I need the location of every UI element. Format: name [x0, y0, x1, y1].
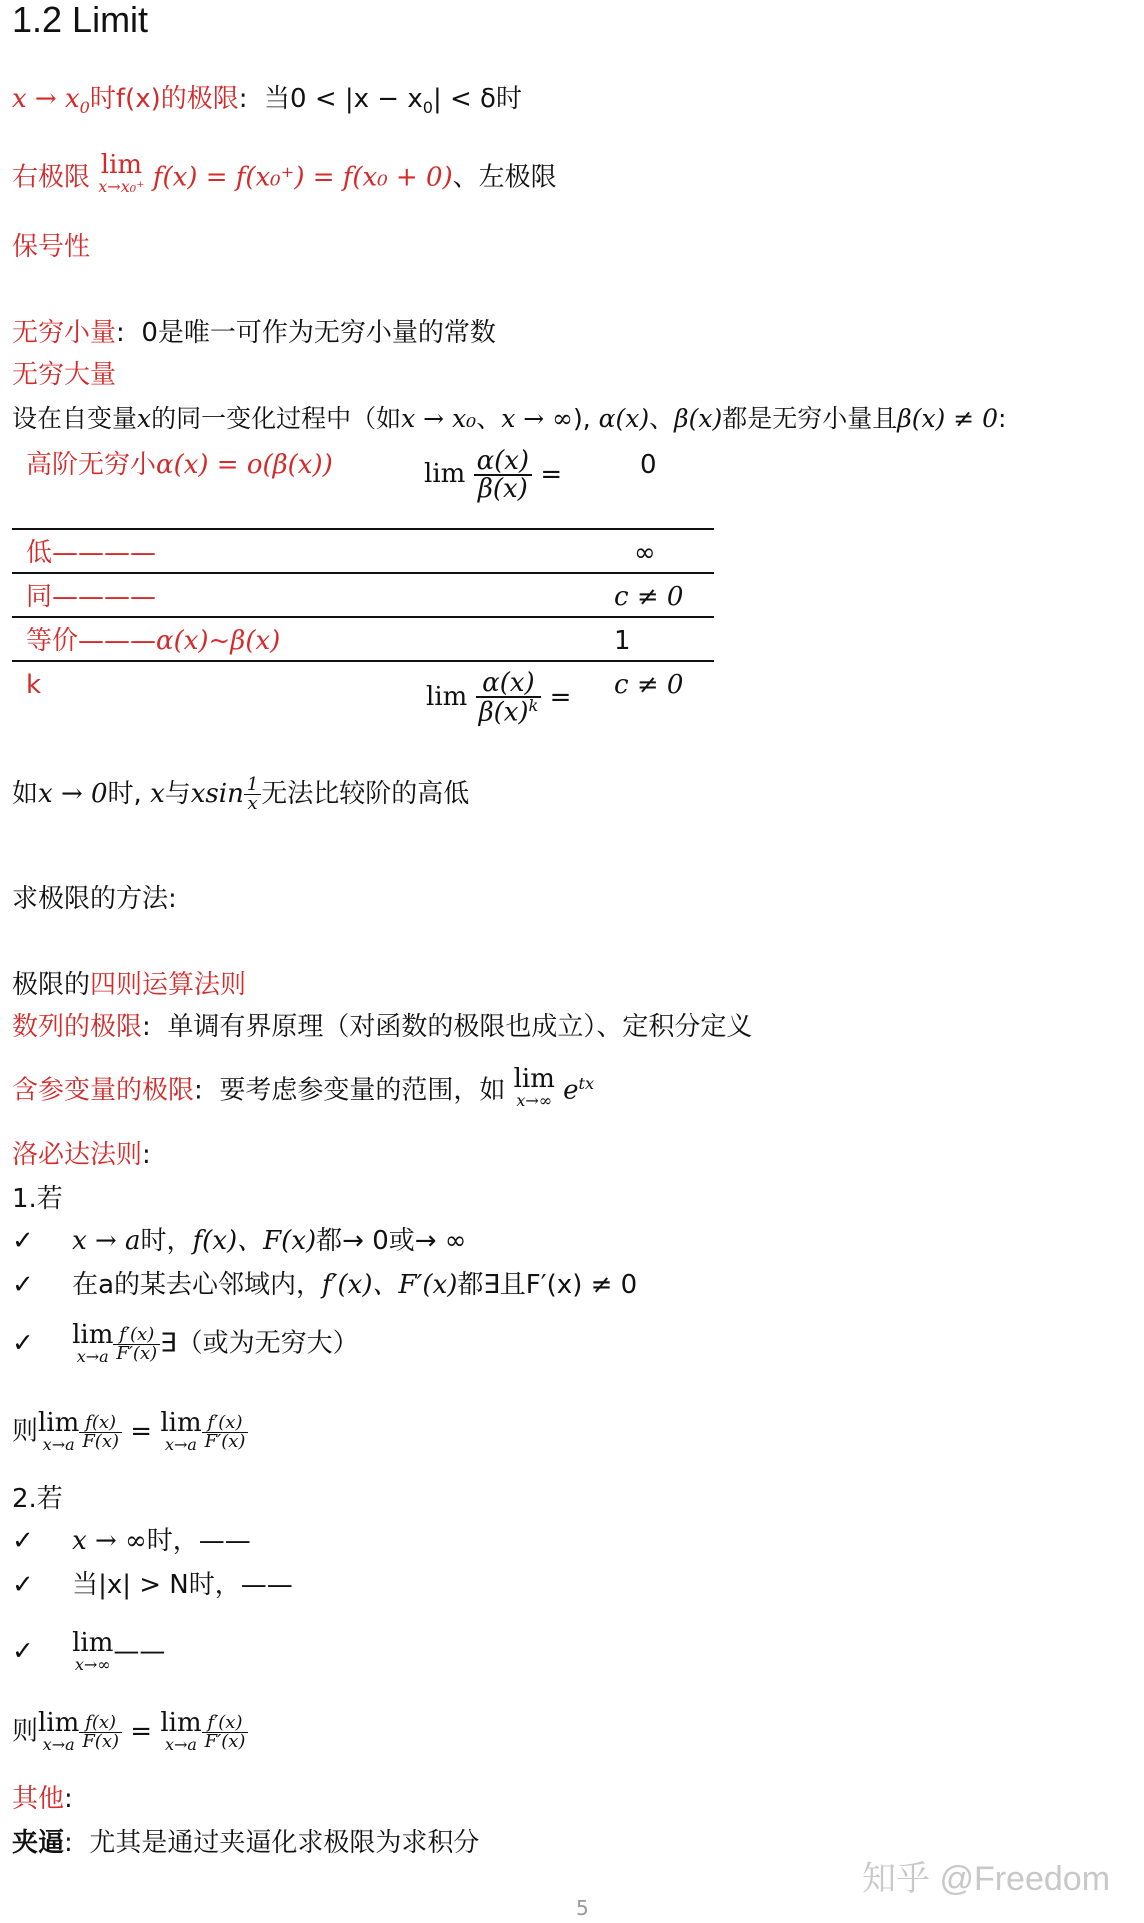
- check-icon: ✓: [12, 1636, 34, 1667]
- ratio-fraction: $\frac{\alpha(x)}{\beta(x)}$: [474, 448, 533, 502]
- setup-post2: 都是无穷小量且: [722, 404, 898, 433]
- case1-item-3: ✓ lim x→a $\frac{f'(x)}{F'(x)}$ ∃（或为无穷大）: [12, 1320, 359, 1367]
- setup-sep2: 、: [649, 404, 675, 433]
- one-sided-suffix: 、左极限: [452, 162, 557, 193]
- setup-sep: 、: [476, 404, 502, 433]
- counter-example: 如x → 0时, x与xsin $\frac{1}{x}$ 无法比较阶的高低: [12, 774, 470, 814]
- section-title: 1.2 Limit: [12, 0, 149, 40]
- table-rule-2: [12, 572, 714, 574]
- one-over-x-fraction: $\frac{1}{x}$: [244, 776, 261, 813]
- setup-mid: 的同一变化过程中（如: [151, 404, 402, 433]
- table-row-label-3: 等价———α(x)~β(x): [26, 626, 281, 656]
- one-sided-lim: lim x→x₀⁺: [98, 150, 145, 197]
- lim-ratio-k: lim $\frac{\alpha(x)}{\beta(x)^k}$ =: [426, 668, 572, 728]
- case2-item-1: ✓ x → ∞时，——: [12, 1526, 251, 1556]
- case2-item-2: ✓ 当|x| > N时，——: [12, 1570, 293, 1600]
- page-number: 5: [576, 1896, 589, 1920]
- table-row-value-2: c ≠ 0: [614, 582, 684, 612]
- case1-item-2: ✓ 在a的某去心邻域内，f′(x)、F′(x)都∃且F′(x) ≠ 0: [12, 1270, 638, 1300]
- table-rule-4: [12, 660, 714, 662]
- one-sided-label: 右极限: [12, 162, 91, 193]
- check-icon: ✓: [12, 1328, 34, 1359]
- check-icon: ✓: [12, 1226, 34, 1256]
- squeeze-line: 夹逼: 尤其是通过夹逼化求极限为求积分: [12, 1828, 480, 1858]
- limit-def-cond-sub: 0: [422, 98, 433, 118]
- lhopital-heading: 洛必达法则:: [12, 1140, 151, 1170]
- lim-ratio: lim $\frac{\alpha(x)}{\beta(x)}$ =: [424, 446, 563, 504]
- case2-item-3: ✓ lim x→∞ ——: [12, 1628, 166, 1675]
- case1-item-1: ✓ x → a时，f(x)、F(x)都→ 0或→ ∞: [12, 1226, 467, 1256]
- sign-preserving: 保号性: [12, 232, 91, 262]
- infinitesimal-label: 无穷小量: [12, 318, 117, 348]
- table-rule-1: [12, 528, 714, 530]
- table-row-label-0: 高阶无穷小α(x) = o(β(x)): [26, 450, 333, 480]
- check-icon: ✓: [12, 1270, 34, 1300]
- table-row-value-0: 0: [640, 450, 657, 480]
- setup-fb: β(x): [674, 404, 723, 433]
- case2-title: 2.若: [12, 1484, 63, 1514]
- ratio-k-fraction: $\frac{\alpha(x)}{\beta(x)^k}$: [476, 670, 542, 726]
- limit-def-label-sub: 0: [79, 98, 90, 118]
- others-heading: 其他:: [12, 1784, 73, 1814]
- limit-def-cond-pre: 当0 < |x − x: [264, 84, 423, 114]
- infinity-label: 无穷大量: [12, 360, 117, 390]
- lhopital-conclusion-2: 则 lim x→a $\frac{f(x)}{F(x)}$ = lim x→a $\frac{f'(x)}{F'(x)}$: [12, 1710, 248, 1754]
- limit-def-cond-post: | < δ时: [432, 84, 522, 114]
- check-icon: ✓: [12, 1570, 34, 1600]
- table-row-value-1: ∞: [634, 538, 656, 568]
- one-sided-limit: [12, 150, 557, 197]
- limit-definition: [12, 86, 522, 116]
- limit-def-colon: :: [238, 84, 248, 114]
- setup-fa: α(x): [598, 404, 650, 433]
- setup-ex1: x → x₀: [401, 404, 477, 433]
- table-row-label-2: 同————: [26, 582, 157, 612]
- limit-def-label-pre: x → x: [12, 84, 80, 114]
- methods-heading: 求极限的方法:: [12, 884, 177, 914]
- limit-def-label-mid: 时f(x)的极限: [89, 84, 239, 114]
- lhopital-conclusion-1: 则 lim x→a $\frac{f(x)}{F(x)}$ = lim x→a $\frac{f'(x)}{F'(x)}$: [12, 1410, 248, 1454]
- infinitesimal-text: 0是唯一可作为无穷小量的常数: [141, 318, 496, 348]
- param-lim: lim x→∞: [513, 1064, 555, 1111]
- check-icon: ✓: [12, 1526, 34, 1556]
- table-row-label-4: k: [26, 670, 42, 700]
- setup-pre: 设在自变量: [12, 404, 138, 433]
- setup-ex2: x → ∞: [501, 404, 573, 433]
- four-ops-line: 极限的四则运算法则: [12, 970, 247, 1000]
- param-limit-line: 含参变量的极限: 要考虑参变量的范围，如 lim x→∞ $e^{tx}$: [12, 1064, 595, 1111]
- setup-text: [12, 406, 1006, 431]
- watermark: 知乎 @Freedom: [862, 1860, 1111, 1898]
- table-row-value-4: c ≠ 0: [614, 670, 684, 700]
- sequence-limit-line: 数列的极限: 单调有界原理（对函数的极限也成立）、定积分定义: [12, 1012, 753, 1042]
- table-row-value-3: 1: [614, 626, 631, 656]
- case1-title: 1.若: [12, 1184, 63, 1214]
- setup-colon: :: [998, 404, 1007, 433]
- table-rule-3: [12, 616, 714, 618]
- setup-var: x: [137, 404, 152, 433]
- table-row-label-1: 低————: [26, 538, 157, 568]
- infinitesimal-line: [12, 320, 496, 346]
- setup-cond: β(x) ≠ 0: [897, 404, 999, 433]
- infinitesimal-colon: :: [116, 318, 125, 348]
- one-sided-expr: f(x) = f(x₀⁺) = f(x₀ + 0): [152, 162, 453, 193]
- setup-post1: ),: [572, 404, 591, 433]
